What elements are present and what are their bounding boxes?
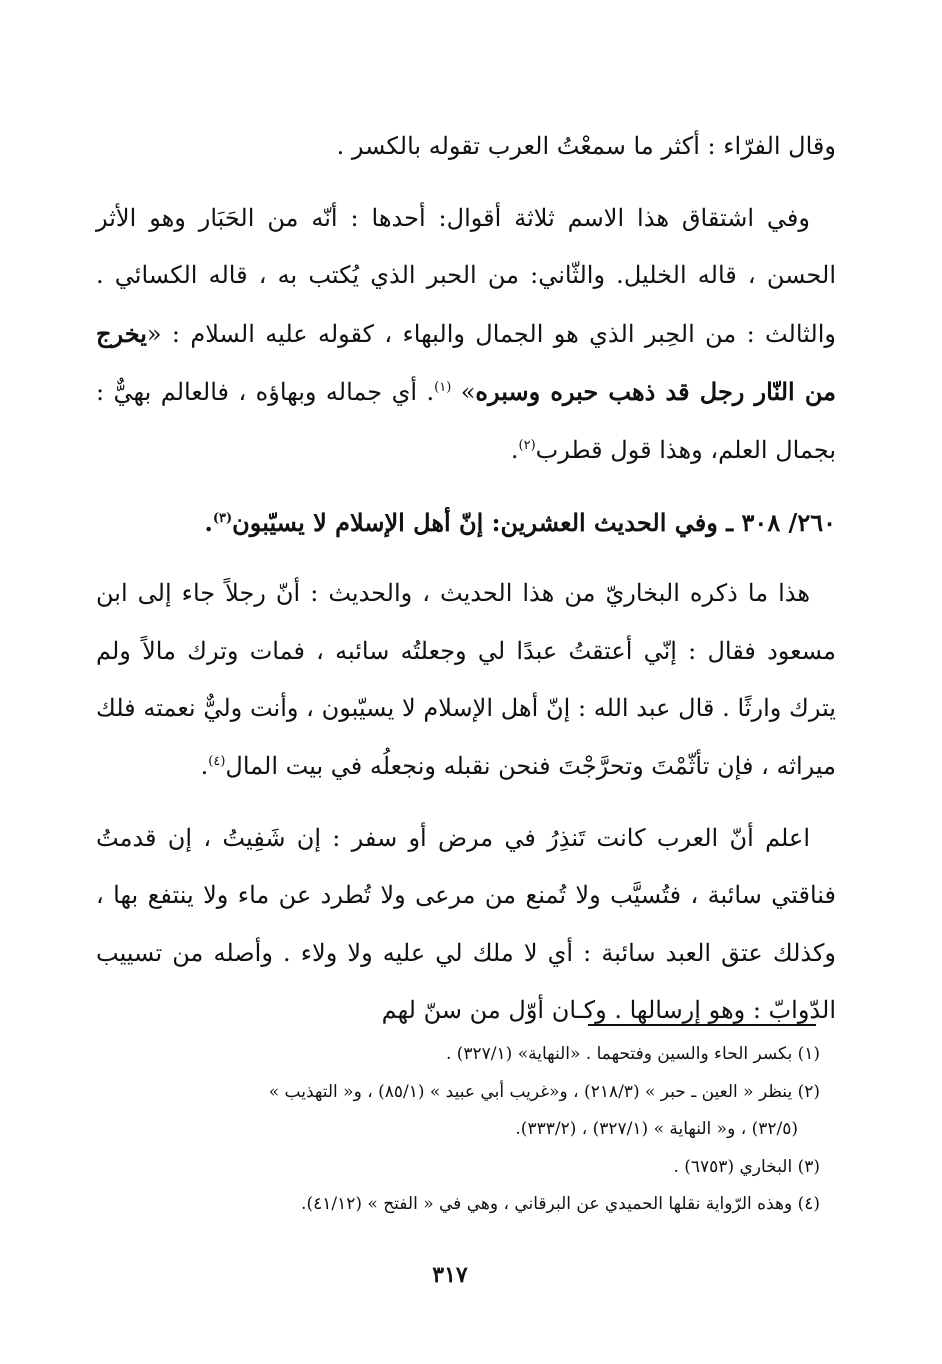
footnote-3: (٣) البخاري (٦٧٥٣) . bbox=[673, 1156, 820, 1177]
footnote-ref-4[interactable]: (٤) bbox=[208, 753, 226, 769]
footnote-ref-3[interactable]: (٣) bbox=[212, 510, 233, 526]
page-number: ٣١٧ bbox=[432, 1262, 468, 1288]
paragraph-hadith-explanation: هذا ما ذكره البخاريّ من هذا الحديث ، والحديث : أنّ رجلاً جاء إلى ابن مسعود فقال : إنّي أعتقتُ عبدًا لي وجعلتُه سائبه ، فمات وترك مالاً ولم يترك وارثًا . قال عبد الله : إنّ أهل الإسلام لا يسيّبون ، وأنت وليٌّ نعمته فلك ميراثه ، فإن تأثّمْتَ وتحرَّجْتَ فنحن نقبله ونجعلُه في بيت المال$^{(٤)}$. bbox=[96, 579, 836, 780]
footnote-1: (١) بكسر الحاء والسين وفتحهما . «النهاية» (٣٢٧/١) . bbox=[445, 1044, 820, 1064]
footnote-ref-2[interactable]: (٢) bbox=[518, 437, 536, 453]
footnote-4: (٤) وهذه الرّواية نقلها الحميدي عن البرقاني ، وهي في « الفتح » (٤١/١٢). bbox=[301, 1194, 820, 1214]
footnote-ref-1[interactable]: (١) bbox=[434, 380, 452, 396]
paragraph-farra: وقال الفرّاء : أكثر ما سمعْتُ العرب تقوله بالكسر . bbox=[336, 132, 836, 160]
section-heading: ٢٦٠/ ٣٠٨ ـ وفي الحديث العشرين: إنّ أهل الإسلام لا يسيّبون$^{(٣)}$. bbox=[204, 507, 836, 537]
explanation-text: هذا ما ذكره البخاريّ من هذا الحديث ، والحديث : أنّ رجلاً جاء إلى ابن مسعود فقال : إنّي أعتقتُ عبدًا لي وجعلتُه سائبه ، فمات وترك مالاً ولم يترك وارثًا . قال عبد الله : إنّ أهل الإسلام لا يسيّبون ، وأنت وليٌّ نعمته فلك ميراثه ، فإن تأثّمْتَ وتحرَّجْتَ فنحن نقبله ونجعلُه في بيت المال bbox=[96, 579, 836, 780]
paragraph-derivation: وفي اشتقاق هذا الاسم ثلاثة أقوال: أحدها : أنّه من الحَبَار وهو الأثر الحسن ، قاله الخليل. والثّاني: من الحبر الذي يُكتب به ، قاله الكسائي . والثالث : من الحِبر الذي هو الجمال والبهاء ، كقوله عليه السلام : «يخرج من النّار رجل قد ذهب حبره وسبره» $^{(١)}$. أي جماله وبهاؤه ، فالعالم بهيٌّ : بجمال العلم، وهذا قول قطرب$^{(٢)}$. bbox=[96, 203, 836, 464]
footnote-divider bbox=[588, 1024, 816, 1026]
derivation-text: وفي اشتقاق هذا الاسم ثلاثة أقوال: أحدها : أنّه من الحَبَار وهو الأثر الحسن ، قاله الخليل. والثّاني: من الحبر الذي يُكتب به ، قاله الكسائي . والثالث : من الحِبر الذي هو الجمال والبهاء ، كقوله عليه السلام : « bbox=[96, 203, 836, 348]
footnote-2: (٢) ينظر « العين ـ حبر » (٢١٨/٣) ، و«غريب أبي عبيد » (٨٥/١) ، و« التهذيب » bbox=[268, 1081, 820, 1102]
quote-close: » bbox=[460, 378, 476, 407]
footnotes bbox=[180, 1036, 820, 1224]
hadith-quote: يخرج من النّار رجل قد ذهب حبره وسبره bbox=[96, 318, 836, 407]
heading-text: ٢٦٠/ ٣٠٨ ـ وفي الحديث العشرين: إنّ أهل الإسلام لا يسيّبون bbox=[232, 507, 836, 537]
main-text bbox=[96, 118, 836, 1040]
derivation-text-cont: . أي جماله وبهاؤه ، فالعالم بهيٌّ : بجمال العلم، وهذا قول قطرب bbox=[96, 378, 836, 464]
paragraph-saiba: اعلم أنّ العرب كانت تَنذِرُ في مرض أو سفر : إن شَفِيتُ ، إن قدمتُ فناقتي سائبة ، فتُسيَّب ولا تُمنع من مرعى ولا تُطرد عن ماء ولا ينتفع بها ، وكذلك عتق العبد سائبة : أي لا ملك لي عليه ولا ولاء . وأصله من تسييب الدّوابّ : وهو إرسالها . وكـان أوّل من سنّ لهم bbox=[96, 823, 836, 1025]
footnote-2-continued: (٣٢/٥) ، و« النهاية » (٣٢٧/١) ، (٣٣٣/٢). bbox=[515, 1119, 798, 1139]
